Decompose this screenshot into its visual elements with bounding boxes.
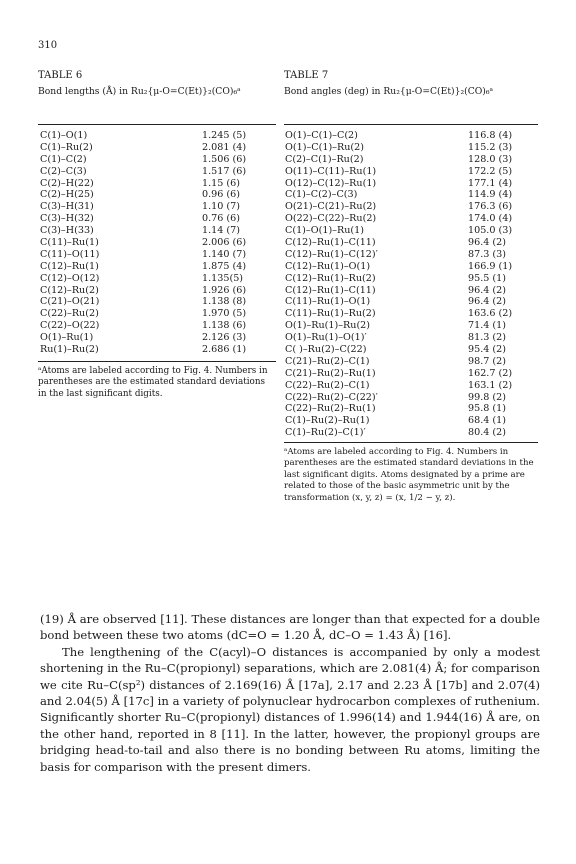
row-label: O(1)–Ru(1)–O(1)′ <box>285 332 367 344</box>
row-label: C(12)–Ru(1)–Ru(2) <box>285 272 376 284</box>
row-label: C(22)–O(22) <box>40 320 100 332</box>
row-value: 1.140 (7) <box>202 248 247 260</box>
row-value: 1.10 (7) <box>202 201 241 213</box>
row-label: C(2)–C(3) <box>40 165 87 177</box>
table-row <box>40 308 276 320</box>
table7-bottom-rule <box>284 442 538 443</box>
table-row <box>40 178 276 190</box>
table-row <box>40 249 276 261</box>
table-row <box>40 142 276 154</box>
row-value: 87.3 (3) <box>468 248 507 260</box>
row-label: C(12)–Ru(1)–C(12)′ <box>285 248 378 260</box>
table7-rows <box>285 130 537 439</box>
table6-top-rule <box>38 124 276 125</box>
row-label: C(3)–H(31) <box>40 201 94 213</box>
row-value: 1.506 (6) <box>202 153 247 165</box>
row-value: 81.3 (2) <box>468 332 507 344</box>
row-label: C(1)–Ru(2) <box>40 141 93 153</box>
table-row <box>285 285 537 297</box>
table-row <box>40 320 276 332</box>
row-value: 0.96 (6) <box>202 189 241 201</box>
row-value: 2.686 (1) <box>202 344 247 356</box>
table6-rows <box>40 130 276 356</box>
row-value: 68.4 (1) <box>468 415 507 427</box>
row-label: C(21)–Ru(2)–C(1) <box>285 355 370 367</box>
row-value: 95.5 (1) <box>468 272 507 284</box>
row-value: 1.14 (7) <box>202 225 241 237</box>
table-row <box>40 213 276 225</box>
table-row <box>285 356 537 368</box>
page-number: 310 <box>38 40 58 51</box>
body-text <box>40 611 540 775</box>
row-value: 163.1 (2) <box>468 379 513 391</box>
row-label: C(12)–Ru(1)–C(11) <box>285 237 376 249</box>
row-value: 105.0 (3) <box>468 225 513 237</box>
row-value: 115.2 (3) <box>468 141 513 153</box>
row-label: C(12)–Ru(1)–O(1) <box>285 260 371 272</box>
row-value: 2.126 (3) <box>202 332 247 344</box>
row-value: 1.138 (6) <box>202 320 247 332</box>
row-label: C(22)–Ru(2)–C(22)′ <box>285 391 378 403</box>
row-value: 1.926 (6) <box>202 284 247 296</box>
table7-caption: Bond angles (deg) in Ru₂{μ-O=C(Et)}₂(CO)₆ᵃ <box>284 86 494 97</box>
table-row <box>40 201 276 213</box>
row-label: C(12)–O(12) <box>40 272 100 284</box>
row-label: C(12)–Ru(2) <box>40 284 99 296</box>
table-row <box>285 189 537 201</box>
table-row <box>285 368 537 380</box>
row-value: 80.4 (2) <box>468 427 507 439</box>
table6-caption: Bond lengths (Å) in Ru₂{μ-O=C(Et)}₂(CO)₆ᵃ <box>38 86 241 97</box>
table-row <box>285 225 537 237</box>
row-label: C(11)–Ru(1)–O(1) <box>285 296 371 308</box>
row-label: C(12)–Ru(1)–C(11) <box>285 284 376 296</box>
table-row <box>40 225 276 237</box>
row-value: 177.1 (4) <box>468 177 513 189</box>
table-row <box>285 154 537 166</box>
row-label: C(12)–Ru(1) <box>40 260 99 272</box>
row-label: C(2)–H(22) <box>40 177 94 189</box>
table-row <box>285 261 537 273</box>
row-value: 71.4 (1) <box>468 320 507 332</box>
table-row <box>40 237 276 249</box>
row-label: C(1)–C(2) <box>40 153 87 165</box>
row-label: O(1)–Ru(1) <box>40 332 94 344</box>
row-value: 95.8 (1) <box>468 403 507 415</box>
row-label: O(22)–C(22)–Ru(2) <box>285 213 377 225</box>
row-value: 99.8 (2) <box>468 391 507 403</box>
row-label: C(1)–O(1)–Ru(1) <box>285 225 364 237</box>
row-label: C(1)–Ru(2)–C(1)′ <box>285 427 366 439</box>
row-label: C(3)–H(33) <box>40 225 94 237</box>
row-value: 1.245 (5) <box>202 130 247 141</box>
table-row <box>285 249 537 261</box>
row-value: 174.0 (4) <box>468 213 513 225</box>
table-row <box>40 261 276 273</box>
table-row <box>285 166 537 178</box>
row-value: 176.3 (6) <box>468 201 513 213</box>
row-value: 96.4 (2) <box>468 284 507 296</box>
row-value: 128.0 (3) <box>468 153 513 165</box>
table-row <box>285 332 537 344</box>
table-row <box>40 296 276 308</box>
row-value: 1.517 (6) <box>202 165 247 177</box>
table-row <box>285 415 537 427</box>
table7-top-rule <box>284 124 538 125</box>
row-label: C(21)–O(21) <box>40 296 100 308</box>
paragraph-2: The lengthening of the C(acyl)–O distances is accompanied by only a modest shortening in the Ru–C(propionyl) separations, which are 2.081(4) Å; for comparison we cite Ru–C(sp²) distances of 2.169(16) Å [17a], 2.17 and 2.23 Å [17b] and 2.07(4) and 2.04(5) Å [17c] in a variety of polynuclear hydrocarbon complexes of ruthenium. Significantly shorter Ru–C(propionyl) distances of 1.996(14) and 1.944(16) Å are, on the other hand, reported in 8 [11]. In the latter, however, the propionyl groups are bridging head-to-tail and also there is no bonding between Ru atoms, limiting the basis for comparison with the present dimers. <box>40 644 540 774</box>
table-row <box>285 427 537 439</box>
row-label: C(1)–Ru(2)–Ru(1) <box>285 415 370 427</box>
table-row <box>285 344 537 356</box>
row-value: 95.4 (2) <box>468 344 507 356</box>
paragraph-1: (19) Å are observed [11]. These distances are longer than that expected for a double bond between these two atoms (dC=O = 1.20 Å, dC–O = 1.43 Å) [16]. <box>40 612 540 643</box>
row-label: C( )–Ru(2)–C(22) <box>285 344 367 356</box>
table6-footnote: ᵃAtoms are labeled according to Fig. 4. Numbers in parentheses are the estimated standard deviations in the last significant digits. <box>38 366 268 399</box>
table-row <box>285 142 537 154</box>
row-value: 0.76 (6) <box>202 213 241 225</box>
row-value: 1.135(5) <box>202 272 244 284</box>
table-row <box>285 392 537 404</box>
row-value: 163.6 (2) <box>468 308 513 320</box>
row-label: C(11)–O(11) <box>40 248 100 260</box>
row-value: 1.970 (5) <box>202 308 247 320</box>
table-row <box>285 237 537 249</box>
row-label: O(11)–C(11)–Ru(1) <box>285 165 377 177</box>
table-row <box>285 201 537 213</box>
row-label: C(1)–C(2)–C(3) <box>285 189 358 201</box>
table-row <box>285 320 537 332</box>
table-row <box>40 332 276 344</box>
table-row <box>285 178 537 190</box>
table-row <box>40 130 276 142</box>
table-row <box>40 344 276 356</box>
row-label: C(2)–C(1)–Ru(2) <box>285 153 364 165</box>
table-row <box>40 189 276 201</box>
row-label: O(21)–C(21)–Ru(2) <box>285 201 377 213</box>
table-row <box>40 166 276 178</box>
row-value: 162.7 (2) <box>468 367 513 379</box>
row-value: 116.8 (4) <box>468 130 513 141</box>
row-label: C(22)–Ru(2)–C(1) <box>285 379 370 391</box>
row-label: O(12)–C(12)–Ru(1) <box>285 177 377 189</box>
row-value: 2.081 (4) <box>202 141 247 153</box>
row-label: C(1)–O(1) <box>40 130 88 141</box>
row-value: 96.4 (2) <box>468 296 507 308</box>
row-label: C(3)–H(32) <box>40 213 94 225</box>
row-value: 166.9 (1) <box>468 260 513 272</box>
table-row <box>285 273 537 285</box>
table-row <box>40 273 276 285</box>
table-row <box>285 403 537 415</box>
table-row <box>285 380 537 392</box>
table6-bottom-rule <box>38 361 276 362</box>
row-value: 98.7 (2) <box>468 355 507 367</box>
row-label: O(1)–C(1)–C(2) <box>285 130 358 141</box>
row-label: C(21)–Ru(2)–Ru(1) <box>285 367 376 379</box>
table6-title: TABLE 6 <box>38 70 83 81</box>
row-value: 1.15 (6) <box>202 177 241 189</box>
table-row <box>285 130 537 142</box>
row-label: C(2)–H(25) <box>40 189 94 201</box>
row-value: 114.9 (4) <box>468 189 513 201</box>
row-value: 1.138 (8) <box>202 296 247 308</box>
row-label: C(22)–Ru(2)–Ru(1) <box>285 403 376 415</box>
row-value: 96.4 (2) <box>468 237 507 249</box>
table-row <box>285 308 537 320</box>
row-value: 172.2 (5) <box>468 165 513 177</box>
table-row <box>285 213 537 225</box>
row-label: O(1)–C(1)–Ru(2) <box>285 141 364 153</box>
row-label: C(22)–Ru(2) <box>40 308 99 320</box>
table-row <box>285 296 537 308</box>
row-value: 1.875 (4) <box>202 260 247 272</box>
table7-footnote: ᵃAtoms are labeled according to Fig. 4. Numbers in parentheses are the estimated standard deviations in the last significant digits. Atoms designated by a prime are related to those of the basic asymmetric unit by the transformation (x, y, z) = (x, 1/2 − y, z). <box>284 447 534 503</box>
row-label: O(1)–Ru(1)–Ru(2) <box>285 320 371 332</box>
row-label: C(11)–Ru(1)–Ru(2) <box>285 308 376 320</box>
row-label: Ru(1)–Ru(2) <box>40 344 99 356</box>
table-row <box>40 285 276 297</box>
row-label: C(11)–Ru(1) <box>40 237 99 249</box>
row-value: 2.006 (6) <box>202 237 247 249</box>
table-row <box>40 154 276 166</box>
table7-title: TABLE 7 <box>284 70 329 81</box>
